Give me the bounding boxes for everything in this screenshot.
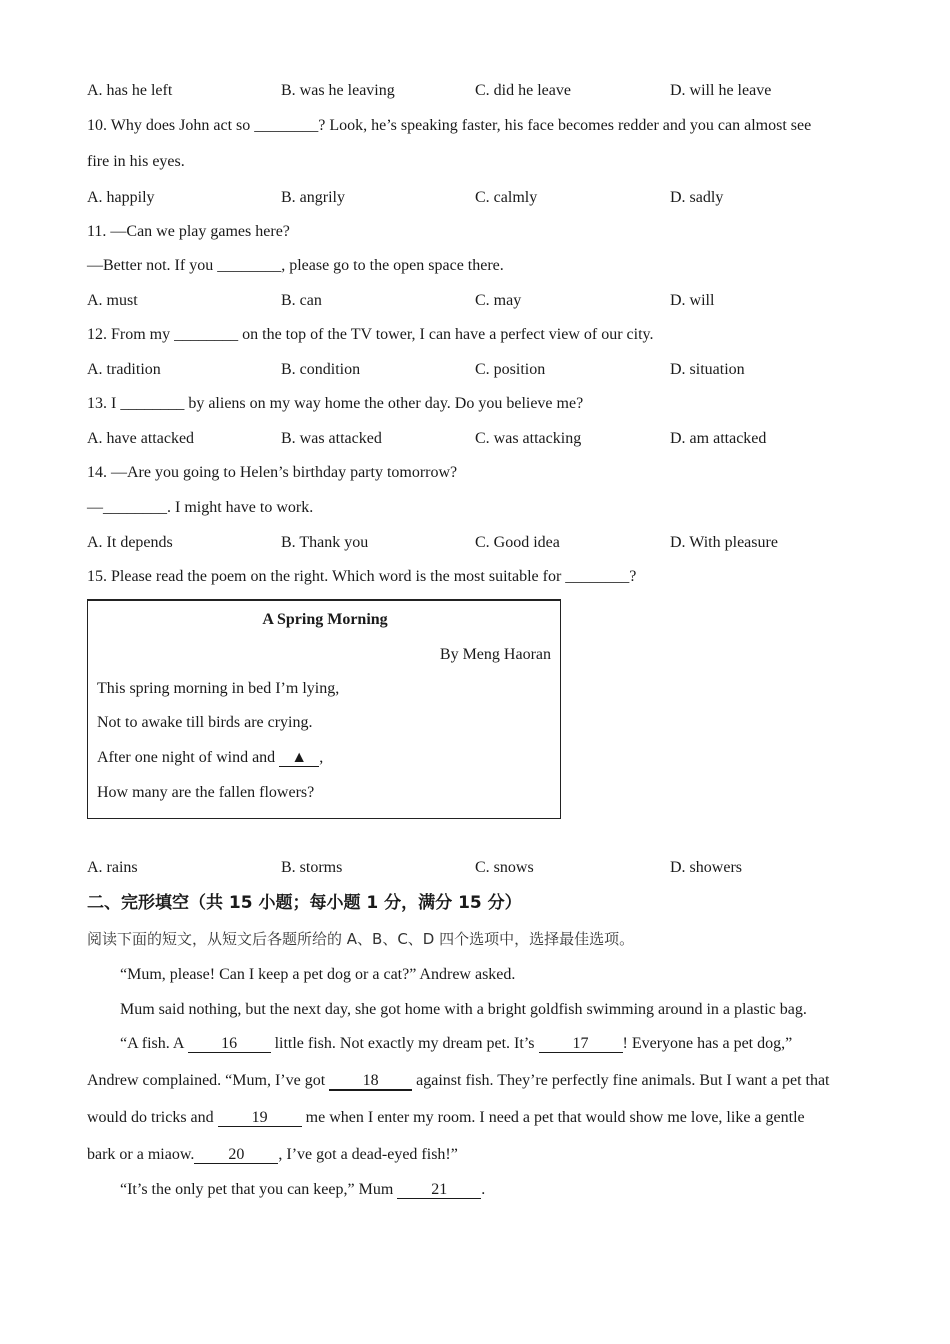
q10-option-d: D. sadly bbox=[670, 189, 724, 206]
q12-stem: 12. From my ________ on the top of the TV tower, I can have a perfect view of our city. bbox=[87, 326, 654, 343]
q10-option-c: C. calmly bbox=[475, 189, 538, 206]
passage-para-4 bbox=[120, 1180, 485, 1200]
blank-20: 20 bbox=[194, 1146, 278, 1164]
passage-text: against fish. They’re perfectly fine animals. But I want a pet that bbox=[412, 1072, 830, 1089]
passage-text: “It’s the only pet that you can keep,” Mum bbox=[120, 1181, 398, 1198]
q11-option-a: A. must bbox=[87, 292, 138, 309]
q13-option-b: B. was attacked bbox=[281, 430, 382, 447]
poem-line-4: How many are the fallen flowers? bbox=[97, 784, 315, 801]
q13-option-a: A. have attacked bbox=[87, 430, 195, 447]
q15-option-a: A. rains bbox=[87, 859, 138, 876]
blank-21: 21 bbox=[397, 1181, 481, 1199]
q11-options bbox=[87, 291, 867, 311]
q12-option-b: B. condition bbox=[281, 361, 361, 378]
passage-para-3-line1 bbox=[120, 1034, 792, 1054]
q15-options bbox=[87, 858, 867, 878]
q14-option-c: C. Good idea bbox=[475, 534, 560, 551]
passage-para-1: “Mum, please! Can I keep a pet dog or a cat?” Andrew asked. bbox=[120, 966, 516, 983]
q11-option-b: B. can bbox=[281, 292, 322, 309]
poem-line-2: Not to awake till birds are crying. bbox=[97, 714, 313, 731]
poem-blank-triangle: ▲ bbox=[279, 749, 319, 767]
q13-options bbox=[87, 429, 867, 449]
q14-option-a: A. It depends bbox=[87, 534, 173, 551]
poem-line-1: This spring morning in bed I’m lying, bbox=[97, 680, 340, 697]
passage-text: “A fish. A bbox=[120, 1035, 188, 1052]
poem-line-3 bbox=[97, 748, 323, 768]
q12-option-c: C. position bbox=[475, 361, 546, 378]
poem-box bbox=[87, 599, 561, 819]
blank-18: 18 bbox=[329, 1072, 412, 1091]
q11-stem-line1: 11. —Can we play games here? bbox=[87, 223, 290, 240]
q12-option-d: D. situation bbox=[670, 361, 745, 378]
q15-option-d: D. showers bbox=[670, 859, 742, 876]
blank-17: 17 bbox=[539, 1035, 623, 1053]
q9-option-c: C. did he leave bbox=[475, 82, 571, 99]
passage-para-3-line3 bbox=[87, 1108, 805, 1128]
q11-option-c: C. may bbox=[475, 292, 522, 309]
q13-stem: 13. I ________ by aliens on my way home the other day. Do you believe me? bbox=[87, 395, 584, 412]
passage-para-3-line4 bbox=[87, 1145, 458, 1165]
q11-stem-line2: —Better not. If you ________, please go to the open space there. bbox=[87, 257, 504, 274]
passage-text: me when I enter my room. I need a pet that would show me love, like a gentle bbox=[301, 1109, 805, 1126]
q12-options bbox=[87, 360, 867, 380]
section2-instruction: 阅读下面的短文，从短文后各题所给的 A、B、C、D 四个选项中，选择最佳选项。 bbox=[87, 930, 635, 948]
poem-line-3-text: After one night of wind and bbox=[97, 749, 280, 766]
poem-line-3-comma: , bbox=[319, 749, 324, 766]
poem-title: A Spring Morning bbox=[262, 611, 388, 628]
passage-text: Andrew complained. “Mum, I’ve got bbox=[87, 1072, 330, 1089]
poem-author: By Meng Haoran bbox=[439, 646, 551, 663]
q9-option-a: A. has he left bbox=[87, 82, 173, 99]
q11-option-d: D. will bbox=[670, 292, 715, 309]
q10-stem-line1: 10. Why does John act so ________? Look, he’s speaking faster, his face becomes redder and you can almost see bbox=[87, 117, 812, 134]
q9-option-d: D. will he leave bbox=[670, 82, 772, 99]
q14-options bbox=[87, 533, 867, 553]
q9-options bbox=[87, 81, 867, 101]
blank-16: 16 bbox=[188, 1035, 271, 1053]
passage-text: , I’ve got a dead-eyed fish!” bbox=[278, 1146, 458, 1163]
passage-text: bark or a miaow. bbox=[87, 1146, 195, 1163]
passage-text: would do tricks and bbox=[87, 1109, 218, 1126]
passage-para-3-line2 bbox=[87, 1071, 830, 1091]
q13-option-c: C. was attacking bbox=[475, 430, 582, 447]
q15-option-c: C. snows bbox=[475, 859, 534, 876]
q14-stem-line2: —________. I might have to work. bbox=[87, 499, 314, 516]
q15-stem: 15. Please read the poem on the right. Which word is the most suitable for ________? bbox=[87, 568, 637, 585]
q9-option-b: B. was he leaving bbox=[281, 82, 395, 99]
passage-text: ! Everyone has a pet dog,” bbox=[622, 1035, 793, 1052]
section2-title: 二、完形填空（共 15 小题；每小题 1 分，满分 15 分） bbox=[87, 893, 522, 913]
q15-option-b: B. storms bbox=[281, 859, 343, 876]
blank-19: 19 bbox=[218, 1109, 302, 1127]
q14-option-d: D. With pleasure bbox=[670, 534, 778, 551]
passage-text: . bbox=[481, 1181, 486, 1198]
q14-option-b: B. Thank you bbox=[281, 534, 369, 551]
passage-para-2: Mum said nothing, but the next day, she got home with a bright goldfish swimming around in a plastic bag. bbox=[120, 1001, 807, 1018]
passage-text: little fish. Not exactly my dream pet. It’s bbox=[270, 1035, 539, 1052]
q10-options bbox=[87, 188, 867, 208]
q10-option-a: A. happily bbox=[87, 189, 155, 206]
q10-stem-line2: fire in his eyes. bbox=[87, 153, 185, 170]
q13-option-d: D. am attacked bbox=[670, 430, 767, 447]
q12-option-a: A. tradition bbox=[87, 361, 161, 378]
q10-option-b: B. angrily bbox=[281, 189, 345, 206]
q14-stem-line1: 14. —Are you going to Helen’s birthday party tomorrow? bbox=[87, 464, 458, 481]
